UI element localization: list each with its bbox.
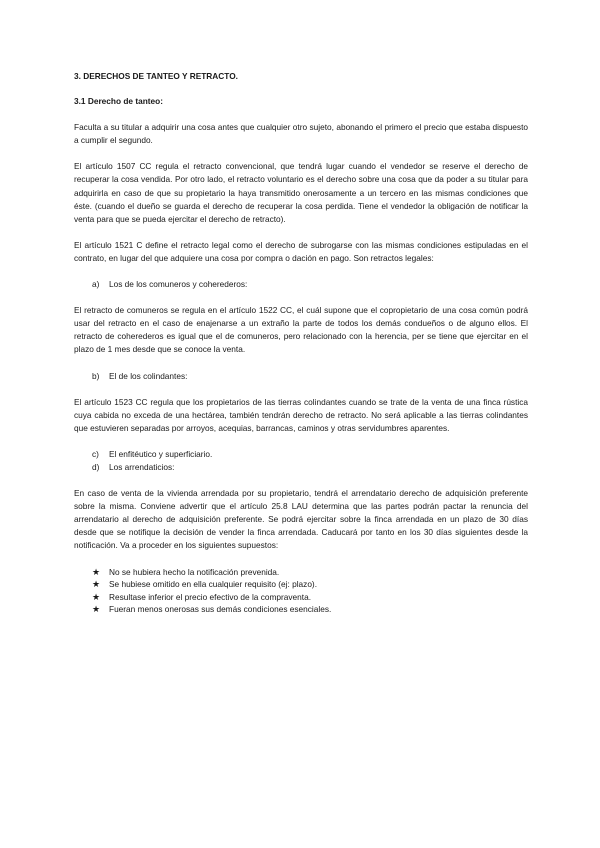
list-item-text: Los arrendaticios: bbox=[109, 461, 175, 472]
paragraph-definition: Faculta a su titular a adquirir una cosa antes que cualquier otro sujeto, abonando el primero el precio que estaba dispuesto a cumplir el segundo. bbox=[74, 122, 528, 146]
list-marker: b) bbox=[92, 370, 100, 381]
star-icon: ★ bbox=[92, 591, 101, 602]
paragraph-retracto-legal: El artículo 1521 C define el retracto legal como el derecho de subrogarse con las mismas condiciones estipuladas en el contrato, en lugar del que adquiere una cosa por compra o dación en pago. Son retractos legales: bbox=[74, 239, 528, 263]
list-item bbox=[92, 461, 528, 474]
list-item bbox=[92, 278, 528, 291]
paragraph-colindantes: El artículo 1523 CC regula que los propietarios de las tierras colindantes cuando se trate de la venta de una finca rústica cuya cabida no exceda de una hectárea, también tendrán derecho de retracto. No será aplicable a las tierras colindantes que estuvieren separadas por arroyos, acequias, barrancas, caminos y otras servidumbres aparentes. bbox=[74, 396, 528, 433]
paragraph-retracto-convencional: El artículo 1507 CC regula el retracto convencional, que tendrá lugar cuando el vendedor se reserve el derecho de recuperar la cosa vendida. Por otro lado, el retracto voluntario es el derecho sobre una cosa que da poder a su titular para adquirirla en caso de que su propietario la haya transmitido onerosamente a un tercero en las mismas condiciones que éste. (cuando el dueño se guarda el derecho de recuperar la cosa perdida. Tiene el vendedor la obligación de notificar la venta para que se pueda ejercitar el derecho de retracto). bbox=[74, 161, 528, 224]
subsection-title: 3.1 Derecho de tanteo: bbox=[74, 96, 163, 107]
star-bullet-list bbox=[74, 566, 528, 616]
star-icon: ★ bbox=[92, 604, 101, 615]
star-icon: ★ bbox=[92, 579, 101, 590]
star-icon: ★ bbox=[92, 566, 101, 577]
list-item bbox=[92, 370, 528, 383]
list-item-text: No se hubiera hecho la notificación prevenida. bbox=[109, 566, 280, 577]
list-item-b-wrapper bbox=[74, 370, 528, 383]
section-title: 3. DERECHOS DE TANTEO Y RETRACTO. bbox=[74, 71, 238, 81]
list-item bbox=[92, 578, 528, 591]
list-item-text: Se hubiese omitido en ella cualquier requisito (ej: plazo). bbox=[109, 579, 318, 590]
list-items-cd bbox=[74, 448, 528, 474]
list-item-text: El de los colindantes: bbox=[109, 370, 188, 381]
list-item bbox=[92, 603, 528, 616]
list-item-text: El enfitéutico y superficiario. bbox=[109, 448, 213, 459]
list-item-text: Fueran menos onerosas sus demás condiciones esenciales. bbox=[109, 604, 332, 615]
list-marker: c) bbox=[92, 448, 99, 459]
list-marker: d) bbox=[92, 461, 100, 472]
list-item-text: Resultase inferior el precio efectivo de la compraventa. bbox=[109, 591, 311, 602]
list-item-text: Los de los comuneros y coherederos: bbox=[109, 279, 248, 290]
paragraph-comuneros: El retracto de comuneros se regula en el artículo 1522 CC, el cuál supone que el copropietario de una cosa común podrá usar del retracto en el caso de enajenarse a un extraño la parte de todos los demás condueños o de alguno ellos. El retracto de coherederos es igual que el de comuneros, pero relacionado con la herencia, per se tiene que ejercitar en el plazo de 1 mes desde que se conoce la venta. bbox=[74, 305, 528, 355]
paragraph-arrendaticios: En caso de venta de la vivienda arrendada por su propietario, tendrá el arrendatario derecho de adquisición preferente sobre la misma. Conviene advertir que el artículo 25.8 LAU determina que las partes podrán pactar la renuncia del arrendatario al derecho de adquisición preferente. Se podrá ejercitar sobre la finca arrendada en un plazo de 30 días desde que se notifique la decisión de vender la finca arrendada. Caducará por tanto en los 30 días siguientes desde la notificación. Va a proceder en los siguientes supuestos: bbox=[74, 488, 528, 551]
list-item bbox=[92, 591, 528, 604]
list-item bbox=[92, 566, 528, 579]
list-marker: a) bbox=[92, 279, 100, 290]
list-item-a-wrapper bbox=[74, 278, 528, 291]
list-item bbox=[92, 448, 528, 461]
